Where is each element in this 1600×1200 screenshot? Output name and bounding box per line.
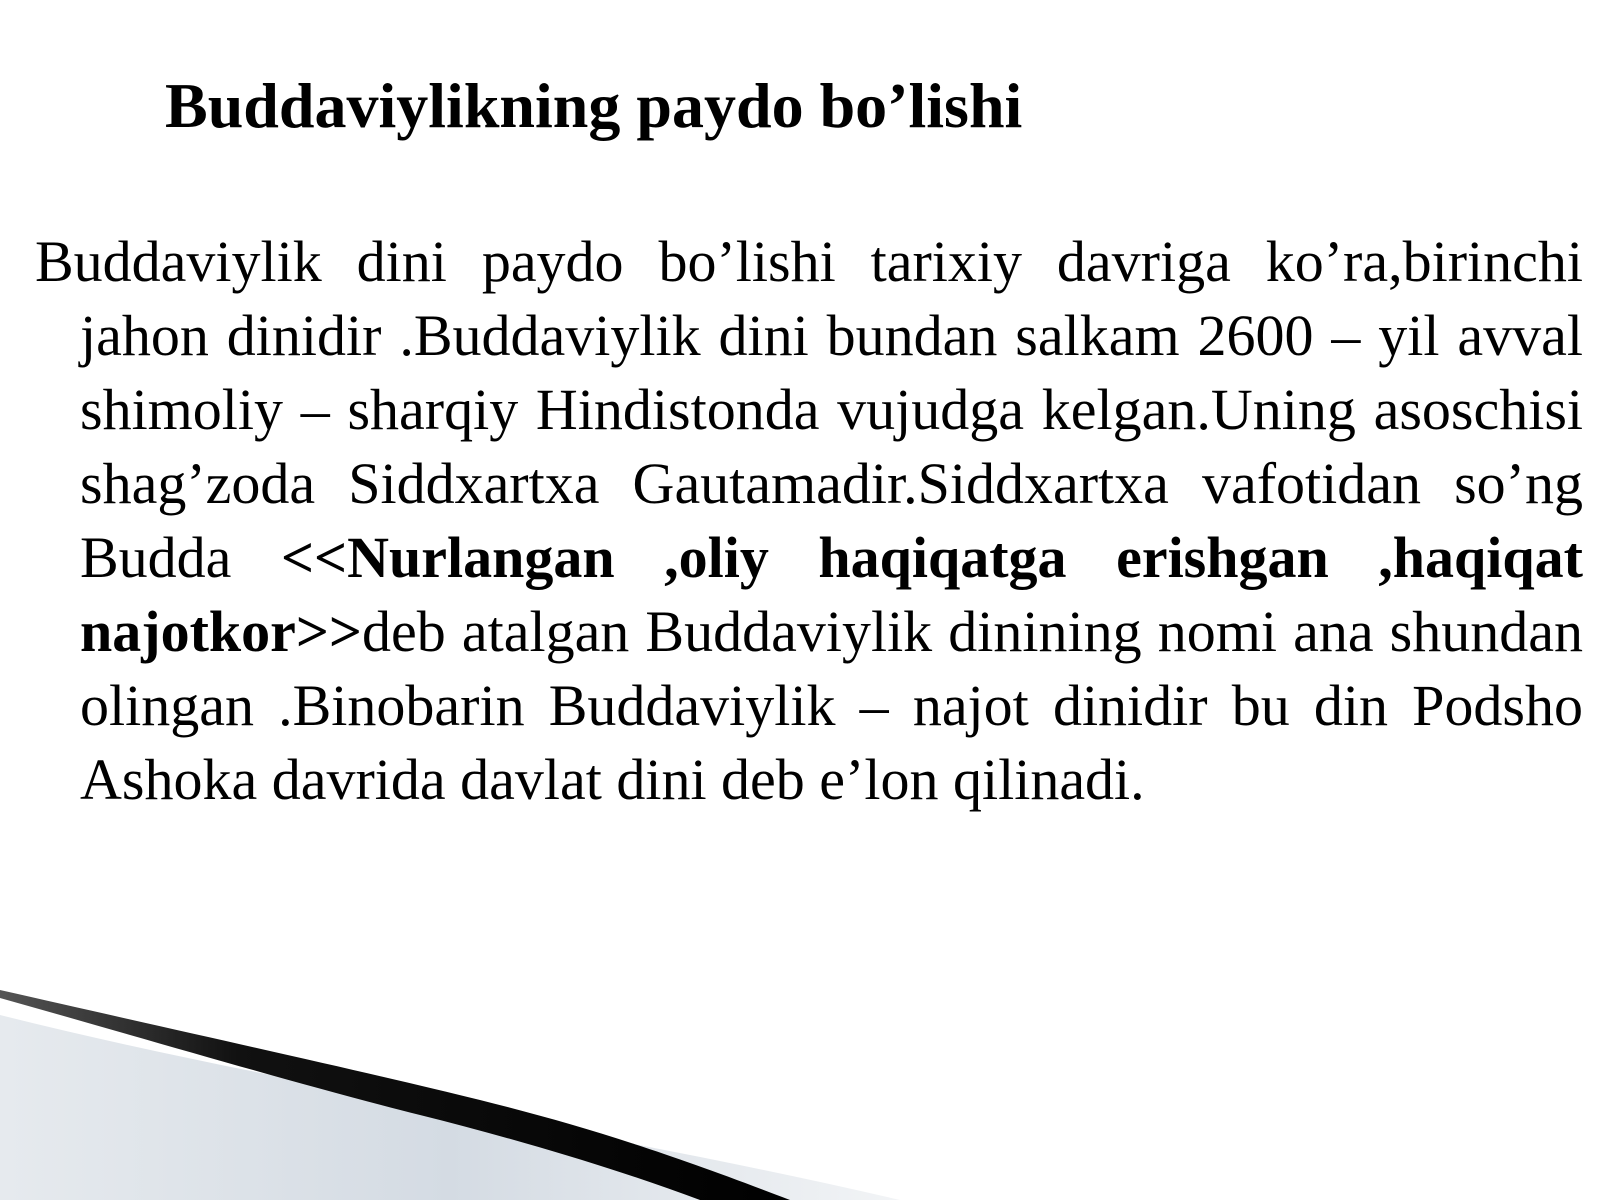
paragraph-text-part1: Buddaviylik dini paydo bo’lishi tarixiy davriga ko’ra,birinchi jahon dinidir .Buddaviylik dini bundan salkam 2600 – yil avval shimoliy – sharqiy Hindistonda vujudga kelgan.Uning asoschisi shag’zoda Siddxartxa Gautamadir.Siddxartxa vafotidan so’ng Budda <box>35 229 1583 590</box>
body-paragraph <box>35 225 1583 817</box>
paragraph-text-part2: deb atalgan Buddaviylik dinining nomi ana shundan olingan .Binobarin Buddaviylik – najot dinidir bu din Podsho Ashoka davrida davlat dini deb e’lon qilinadi. <box>80 599 1583 812</box>
paragraph-bold-quote: <<Nurlangan ,oliy haqiqatga erishgan ,haqiqat najotkor>> <box>80 525 1583 664</box>
decorative-swoosh <box>0 980 1600 1200</box>
slide-title: Buddaviylikning paydo bo’lishi <box>165 70 1023 141</box>
